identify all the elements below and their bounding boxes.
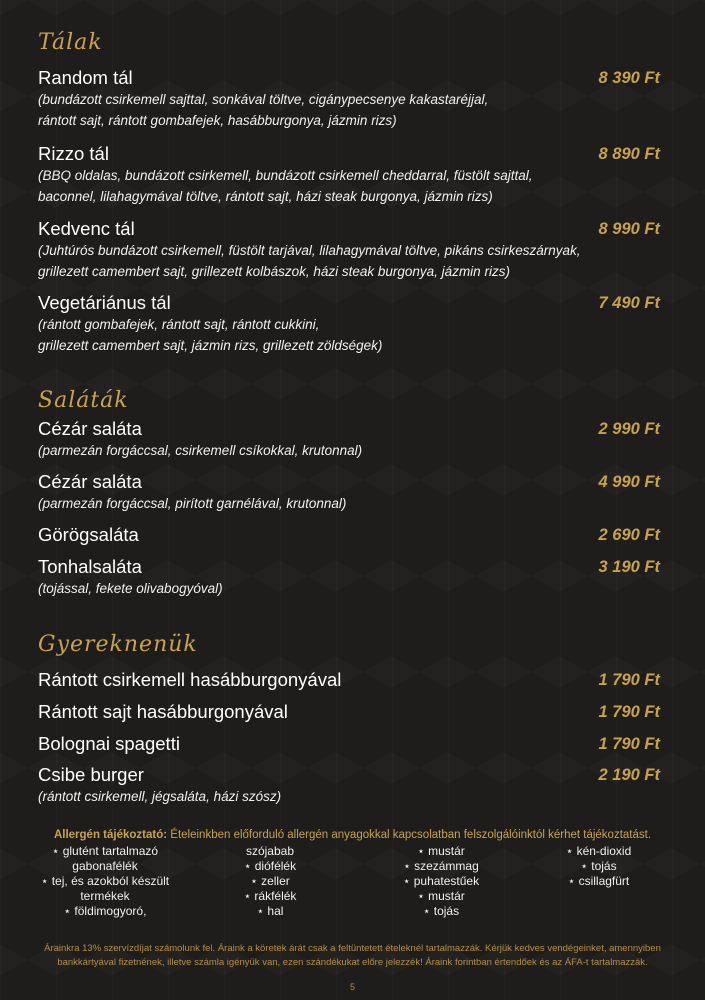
- menu-item: [38, 701, 660, 723]
- allergen-entry: ⋆ puhatestűek: [402, 874, 480, 888]
- allergen-entry: ⋆ csillagfürt: [567, 874, 630, 888]
- item-description: [38, 493, 660, 514]
- item-name: Random tál: [38, 67, 133, 88]
- item-price: 1 790 Ft: [598, 703, 660, 721]
- item-description: [38, 578, 660, 599]
- allergen-label: Allergén tájékoztató:: [53, 829, 168, 841]
- item-description-line: (rántott gombafejek, rántott sajt, rántott cukkini,: [38, 317, 320, 332]
- item-description-line: (tojással, fekete olivabogyóval): [38, 581, 223, 596]
- item-description-line: (parmezán forgáccsal, csirkemell csíkokkal, krutonnal): [38, 443, 363, 458]
- item-price: 3 190 Ft: [598, 558, 660, 576]
- item-name: Kedvenc tál: [38, 218, 135, 239]
- item-name: Tonhalsaláta: [38, 556, 142, 577]
- footnote: [20, 942, 685, 970]
- item-description-line: rántott sajt, rántott gombafejek, hasábburgonya, jázmin rizs): [38, 113, 397, 128]
- item-description-line: (bundázott csirkemell sajttal, sonkával töltve, cigánypecsenye kakastaréjjal,: [38, 92, 489, 107]
- allergen-entry: ⋆ zeller: [250, 874, 290, 888]
- allergen-entry: gabonafélék: [72, 859, 138, 873]
- menu-item: [38, 292, 660, 356]
- item-name: Vegetáriánus tál: [38, 292, 171, 313]
- footnote-line: bankkártyával fizetnének, illetve számla igényük van, ezen szándékukat előre jelezzék! Áraink forintban értendőek és az ÁFA-t tartalmazzák.: [57, 957, 648, 968]
- item-price: 2 690 Ft: [598, 526, 660, 544]
- allergen-entry: ⋆ diófélék: [243, 859, 297, 873]
- item-description-line: grillezett camembert sajt, jázmin rizs, grillezett zöldségek): [38, 338, 383, 353]
- item-description: [38, 89, 660, 131]
- section-title-salatak: Saláták: [38, 388, 129, 413]
- item-description: [38, 440, 660, 461]
- allergen-entry: ⋆ tojás: [580, 859, 617, 873]
- allergen-entry: ⋆ földimogyoró,: [63, 904, 147, 918]
- item-description-line: baconnel, lilahagymával töltve, rántott sajt, házi steak burgonya, jázmin rizs): [38, 189, 493, 204]
- item-price: 2 190 Ft: [598, 766, 660, 784]
- item-name: Rántott csirkemell hasábburgonyával: [38, 669, 342, 690]
- item-description: [38, 165, 660, 207]
- item-description-line: grillezett camembert sajt, grillezett kolbászok, házi steak burgonya, jázmin rizs): [38, 264, 510, 279]
- allergen-entry: ⋆ hal: [256, 904, 284, 918]
- allergen-text: Ételeinkben előforduló allergén anyagokkal kapcsolatban felszolgálóinktól kérhet tájékoztatást.: [170, 829, 652, 841]
- item-price: 7 490 Ft: [598, 294, 660, 312]
- item-description-line: (rántott csirkemell, jégsaláta, házi szósz): [38, 789, 282, 804]
- footnote-line: Árainkra 13% szervízdíjat számolunk fel. Áraink a köretek árát csak a feltüntetett ételeknél tartalmazzák. Kérjük kedves vendégeinket, amennyiben: [44, 943, 661, 954]
- item-name: Cézár saláta: [38, 471, 142, 492]
- allergen-entry: ⋆ glutént tartalmazó: [51, 844, 159, 858]
- item-price: 1 790 Ft: [598, 735, 660, 753]
- allergen-entry: ⋆ tej, és azokból készült: [40, 874, 170, 888]
- item-price: 8 390 Ft: [598, 69, 660, 87]
- item-name: Görögsaláta: [38, 524, 139, 545]
- item-price: 4 990 Ft: [598, 473, 660, 491]
- menu-item: [38, 764, 660, 807]
- allergen-header: [30, 828, 675, 843]
- item-description-line: (Juhtúrós bundázott csirkemell, füstölt tarjával, lilahagymával töltve, pikáns csirkeszárnyak,: [38, 243, 581, 258]
- item-description-line: (BBQ oldalas, bundázott csirkemell, bundázott csirkemell cheddarral, füstölt sajttal,: [38, 168, 533, 183]
- allergen-column: [360, 844, 522, 919]
- item-price: 8 890 Ft: [598, 145, 660, 163]
- allergen-entry: ⋆ mustár: [417, 889, 465, 903]
- allergen-info: [30, 828, 675, 919]
- item-name: Rántott sajt hasábburgonyával: [38, 701, 288, 722]
- menu-item: [38, 556, 660, 599]
- item-description: [38, 786, 660, 807]
- allergen-column: [30, 844, 180, 919]
- item-name: Bolognai spagetti: [38, 733, 180, 754]
- allergen-entry: ⋆ rákfélék: [243, 889, 297, 903]
- allergen-entry: ⋆ tojás: [422, 904, 460, 918]
- section-title-talak: Tálak: [38, 30, 103, 55]
- item-description-line: (parmezán forgáccsal, pirított garnélával, krutonnal): [38, 496, 347, 511]
- menu-item: [38, 143, 660, 207]
- item-name: Csibe burger: [38, 764, 144, 785]
- item-name: Cézár saláta: [38, 418, 142, 439]
- item-price: 8 990 Ft: [598, 220, 660, 238]
- allergen-entry: ⋆ kén-dioxid: [565, 844, 632, 858]
- allergen-entry: ⋆ mustár: [417, 844, 465, 858]
- item-price: 1 790 Ft: [598, 671, 660, 689]
- item-description: [38, 240, 660, 282]
- menu-item: [38, 418, 660, 461]
- menu-item: [38, 67, 660, 131]
- allergen-column: [522, 844, 675, 919]
- allergen-list: [30, 844, 675, 919]
- menu-item: [38, 218, 660, 282]
- item-description: [38, 314, 660, 356]
- item-name: Rizzo tál: [38, 143, 109, 164]
- menu-item: [38, 669, 660, 691]
- item-price: 2 990 Ft: [598, 420, 660, 438]
- page-number: 5: [349, 982, 355, 992]
- allergen-column: [180, 844, 360, 919]
- menu-item: [38, 471, 660, 514]
- menu-item: [38, 524, 660, 546]
- section-title-gyerekmenuk: Gyereknenük: [38, 632, 198, 657]
- allergen-entry: szójabab: [245, 844, 295, 858]
- allergen-entry: ⋆ szezámmag: [403, 859, 479, 873]
- menu-item: [38, 733, 660, 755]
- allergen-entry: termékek: [80, 889, 130, 903]
